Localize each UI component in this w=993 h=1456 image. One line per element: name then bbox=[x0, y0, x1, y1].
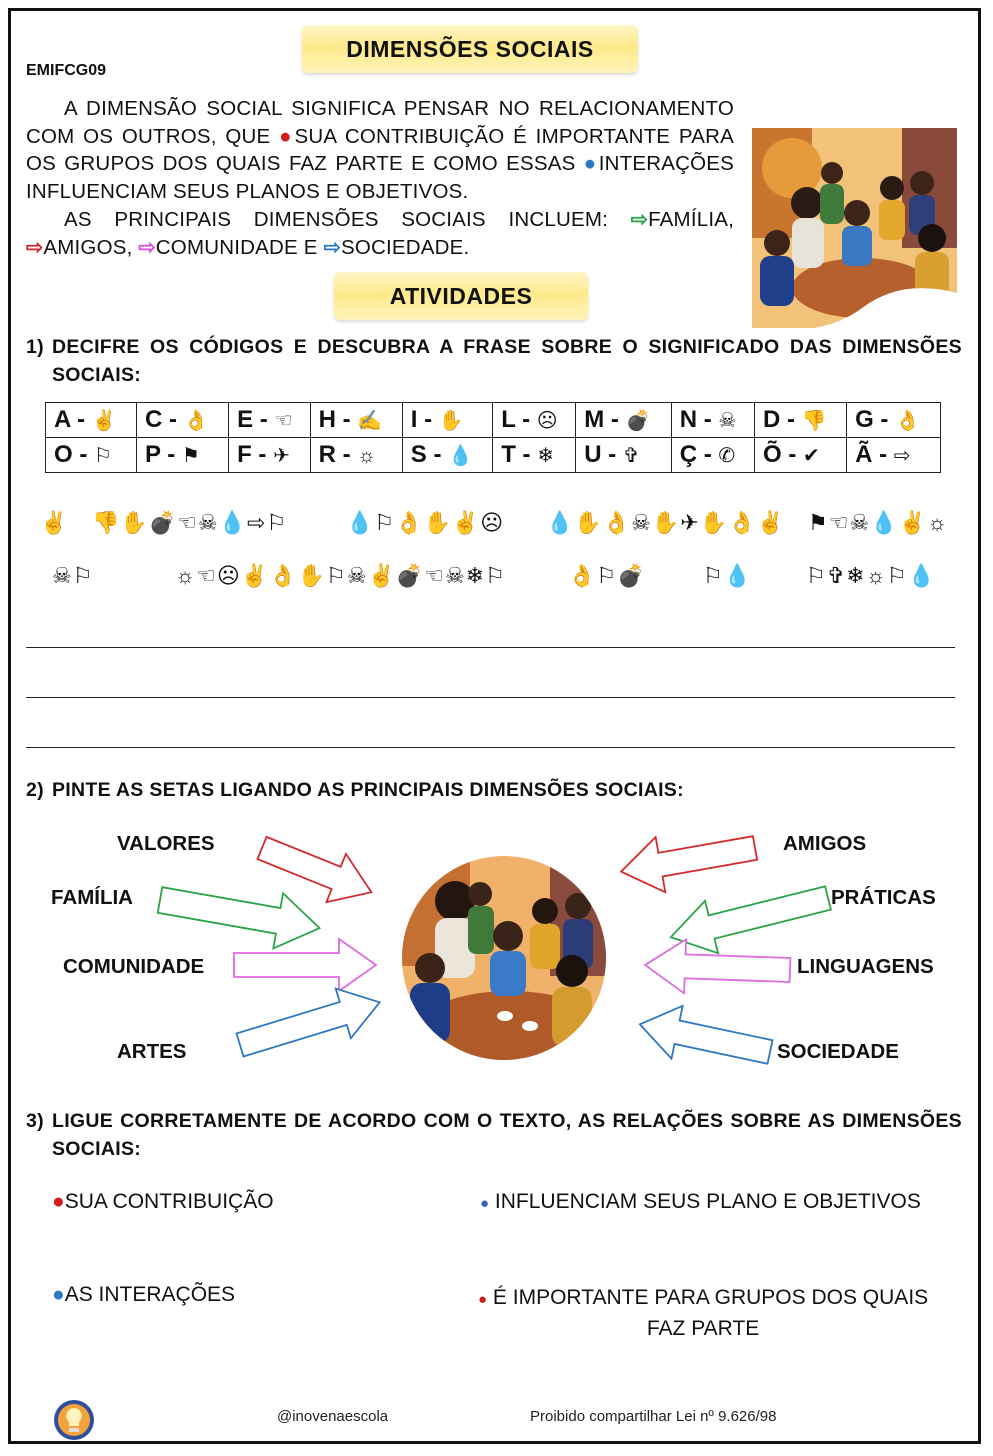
arrow-amigos[interactable] bbox=[616, 820, 760, 899]
cipher-cell bbox=[671, 438, 754, 473]
cipher-symbol-icon: 💣 bbox=[625, 410, 651, 432]
arrow-linguagens[interactable] bbox=[644, 938, 791, 997]
lightbulb-logo-icon bbox=[52, 1398, 96, 1442]
pink-arrow-icon: ⇨ bbox=[138, 235, 156, 259]
cipher-letter: H - bbox=[318, 406, 358, 433]
cipher-letter: F - bbox=[237, 441, 274, 468]
label-valores: VALORES bbox=[117, 832, 215, 855]
answer-line-3[interactable] bbox=[26, 747, 955, 748]
activity-code: EMIFCG09 bbox=[26, 62, 107, 79]
cipher-letter: E - bbox=[237, 406, 275, 433]
cipher-letter: G - bbox=[855, 406, 896, 433]
cipher-cell bbox=[493, 438, 576, 473]
people-circle-illustration bbox=[400, 856, 608, 1060]
cipher-cell bbox=[310, 403, 402, 438]
question-1: 1) DECIFRE OS CÓDIGOS E DESCUBRA A FRASE SOBRE O SIGNIFICADO DAS DIMENSÕES SOCIAIS: bbox=[26, 336, 962, 386]
cipher-letter: S - bbox=[410, 441, 449, 468]
label-artes: ARTES bbox=[117, 1040, 187, 1063]
people-gathering-illustration bbox=[752, 128, 957, 328]
match-left-2[interactable]: ●AS INTERAÇÕES bbox=[52, 1283, 236, 1306]
cipher-letter: T - bbox=[501, 441, 538, 468]
cipher-letter: Õ - bbox=[762, 441, 803, 468]
cipher-symbol-icon: 👌 bbox=[895, 410, 920, 432]
cipher-symbol-icon: ✋ bbox=[438, 410, 464, 432]
label-praticas: PRÁTICAS bbox=[831, 886, 936, 909]
cipher-row-2 bbox=[46, 438, 941, 473]
cipher-symbol-icon: ⚑ bbox=[181, 445, 200, 467]
cipher-cell bbox=[754, 438, 846, 473]
answer-line-2[interactable] bbox=[26, 697, 955, 698]
coded-word: 👎✋💣☜☠💧⇨⚐ bbox=[92, 510, 288, 535]
match-right-2[interactable]: ● É IMPORTANTE PARA GRUPOS DOS QUAIS FAZ PARTE bbox=[478, 1286, 929, 1340]
coded-word: ⚑☜☠💧✌☼ bbox=[808, 510, 949, 535]
blue-arrow-icon: ⇨ bbox=[323, 235, 341, 259]
coded-word: ⚐✞❄☼⚐💧 bbox=[806, 563, 936, 588]
cipher-letter: D - bbox=[762, 406, 802, 433]
label-sociedade: SOCIEDADE bbox=[777, 1040, 899, 1063]
arrow-artes[interactable] bbox=[232, 977, 387, 1069]
question-3: 3) LIGUE CORRETAMENTE DE ACORDO COM O TEXTO, AS RELAÇÕES SOBRE AS DIMENSÕES SOCIAIS: bbox=[26, 1110, 962, 1160]
label-linguagens: LINGUAGENS bbox=[797, 955, 934, 978]
blue-drop-icon: ● bbox=[583, 152, 599, 175]
cipher-cell bbox=[754, 403, 846, 438]
cipher-cell bbox=[402, 403, 492, 438]
arrow-comunidade[interactable] bbox=[234, 939, 376, 991]
cipher-letter: N - bbox=[679, 406, 719, 433]
cipher-cell bbox=[136, 438, 228, 473]
blue-dot-icon: ● bbox=[480, 1195, 490, 1212]
answer-line-1[interactable] bbox=[26, 647, 955, 648]
cipher-cell bbox=[46, 438, 137, 473]
arrow-praticas[interactable] bbox=[664, 872, 834, 964]
cipher-letter: Ç - bbox=[679, 441, 719, 468]
label-comunidade: COMUNIDADE bbox=[63, 955, 205, 978]
cipher-symbol-icon: ✆ bbox=[718, 445, 736, 467]
arrow-sociedade[interactable] bbox=[634, 998, 775, 1070]
coded-word: ☼☜☹✌👌✋⚐☠✌💣☜☠❄⚐ bbox=[175, 563, 506, 588]
cipher-letter: Ã - bbox=[855, 441, 894, 468]
cipher-symbol-icon: 💧 bbox=[448, 445, 474, 467]
cipher-letter: O - bbox=[54, 441, 94, 468]
activities-heading: ATIVIDADES bbox=[334, 272, 588, 320]
red-drop-icon: ● bbox=[279, 124, 295, 148]
cipher-cell bbox=[402, 438, 492, 473]
cipher-cell bbox=[576, 438, 671, 473]
cipher-symbol-icon: ✍ bbox=[357, 410, 383, 432]
cipher-cell bbox=[136, 403, 228, 438]
label-familia: FAMÍLIA bbox=[51, 886, 133, 909]
arrow-valores[interactable] bbox=[252, 824, 381, 916]
arrow-familia[interactable] bbox=[155, 872, 324, 955]
cipher-cell bbox=[576, 403, 671, 438]
coded-word: ☠⚐ bbox=[52, 563, 94, 588]
cipher-symbol-icon: ☜ bbox=[274, 410, 293, 432]
cipher-cell bbox=[229, 438, 311, 473]
cipher-symbol-icon: ✔ bbox=[802, 445, 820, 467]
cipher-key-table bbox=[45, 402, 941, 473]
cipher-symbol-icon: ☼ bbox=[357, 445, 376, 467]
cipher-cell bbox=[493, 403, 576, 438]
cipher-cell bbox=[310, 438, 402, 473]
intro-paragraph-1: A DIMENSÃO SOCIAL SIGNIFICA PENSAR NO RELACIONAMENTO COM OS OUTROS, QUE ●SUA CONTRIBUIÇÃO É IMPORTANTE PARA OS GRUPOS DOS QUAIS FAZ PARTE E COMO ESSAS ●INTERAÇÕES INFLUENCIAM SEUS PLANOS E OBJETIVOS. bbox=[26, 97, 734, 203]
cipher-letter: M - bbox=[584, 406, 626, 433]
coded-word: ⚐💧 bbox=[703, 563, 753, 588]
cipher-symbol-icon: ✈ bbox=[273, 445, 290, 467]
label-amigos: AMIGOS bbox=[783, 832, 867, 855]
cipher-symbol-icon: ⇨ bbox=[893, 445, 911, 467]
coded-word: 💧⚐👌✋✌☹ bbox=[346, 510, 505, 535]
question-2: 2) PINTE AS SETAS LIGANDO AS PRINCIPAIS DIMENSÕES SOCIAIS: bbox=[26, 779, 684, 801]
cipher-cell bbox=[847, 438, 941, 473]
cipher-letter: L - bbox=[501, 406, 537, 433]
red-arrow-icon: ⇨ bbox=[26, 235, 44, 259]
cipher-cell bbox=[671, 403, 754, 438]
cipher-cell bbox=[229, 403, 311, 438]
cipher-symbol-icon: 👌 bbox=[183, 410, 209, 432]
footer-handle: @inovenaescola bbox=[277, 1408, 389, 1425]
footer-copyright-notice: Proibido compartilhar Lei nº 9.626/98 bbox=[530, 1408, 777, 1425]
cipher-symbol-icon: ☠ bbox=[718, 410, 737, 432]
cipher-letter: U - bbox=[584, 441, 623, 468]
cipher-letter: A - bbox=[54, 406, 92, 433]
match-right-1[interactable]: ● INFLUENCIAM SEUS PLANO E OBJETIVOS bbox=[480, 1190, 921, 1213]
cipher-row-1 bbox=[46, 403, 941, 438]
coded-word: ✌ bbox=[40, 510, 69, 535]
match-left-1[interactable]: ●SUA CONTRIBUIÇÃO bbox=[52, 1190, 274, 1213]
green-arrow-icon: ⇨ bbox=[630, 208, 649, 231]
cipher-letter: I - bbox=[410, 406, 439, 433]
cipher-cell bbox=[46, 403, 137, 438]
cipher-symbol-icon: ☹ bbox=[536, 410, 558, 432]
coded-word: 💧✋👌☠✋✈✋👌✌ bbox=[546, 510, 785, 535]
cipher-letter: C - bbox=[144, 406, 184, 433]
cipher-symbol-icon: ⚐ bbox=[94, 445, 112, 467]
cipher-symbol-icon: ✌ bbox=[91, 410, 117, 432]
cipher-cell bbox=[847, 403, 941, 438]
red-drop-icon: ● bbox=[52, 1190, 65, 1213]
cipher-symbol-icon: ✞ bbox=[622, 445, 640, 467]
blue-drop-icon: ● bbox=[52, 1283, 65, 1306]
cipher-symbol-icon: ❄ bbox=[537, 445, 554, 467]
cipher-letter: P - bbox=[144, 441, 182, 468]
intro-paragraph-2: AS PRINCIPAIS DIMENSÕES SOCIAIS INCLUEM: ⇨FAMÍLIA, ⇨AMIGOS, ⇨COMUNIDADE E ⇨SOCIEDADE. bbox=[26, 208, 734, 259]
red-dot-icon: ● bbox=[478, 1291, 488, 1308]
cipher-letter: R - bbox=[318, 441, 358, 468]
coded-word: 👌⚐💣 bbox=[568, 563, 646, 588]
cipher-symbol-icon: 👎 bbox=[801, 410, 827, 432]
page-title: DIMENSÕES SOCIAIS bbox=[302, 25, 638, 73]
